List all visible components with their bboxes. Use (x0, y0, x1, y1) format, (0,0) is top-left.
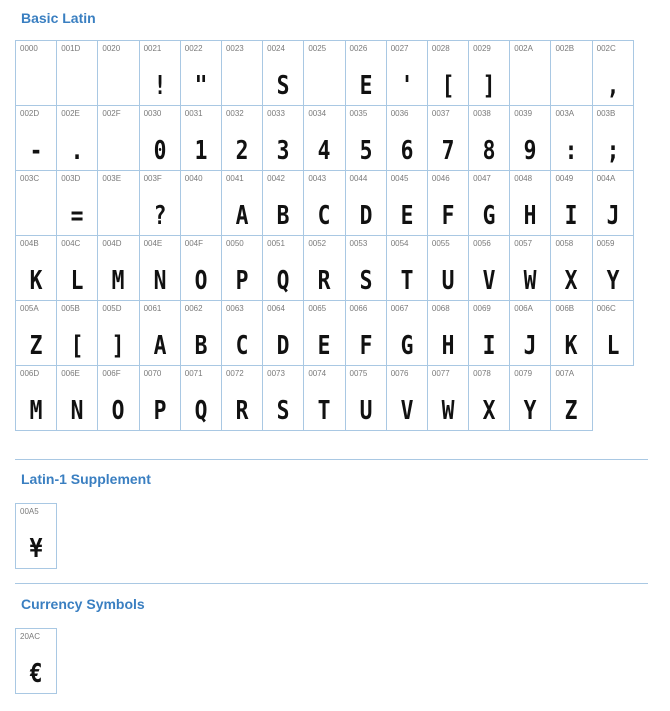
glyph-cell (221, 40, 263, 106)
codepoint-label: 00A5 (20, 507, 39, 516)
glyph-cell (303, 40, 345, 106)
codepoint-label: 004F (184, 239, 203, 248)
glyph-cell (221, 105, 263, 171)
codepoint-label: 0056 (473, 239, 491, 248)
codepoint-label: 004E (143, 239, 163, 248)
glyph-preview: € (29, 659, 43, 689)
codepoint-label: 007A (555, 369, 575, 378)
glyph-preview: S (276, 396, 290, 426)
codepoint-label: 0064 (267, 304, 285, 313)
glyph-cell (303, 365, 345, 431)
glyph-preview: L (606, 331, 620, 361)
codepoint-label: 0063 (225, 304, 244, 313)
codepoint-label: 0029 (473, 44, 491, 53)
glyph-preview: 0 (153, 136, 167, 166)
glyph-cell (468, 105, 510, 171)
codepoint-label: 0066 (349, 304, 368, 313)
glyph-cell (15, 628, 57, 694)
glyph-cell (427, 105, 469, 171)
glyph-preview: M (29, 396, 43, 426)
codepoint-label: 0054 (390, 239, 409, 248)
glyph-cell (97, 235, 139, 301)
codepoint-label: 0075 (349, 369, 368, 378)
codepoint-label: 005B (61, 304, 80, 313)
glyph-preview: [ (70, 331, 84, 361)
glyph-cell (468, 300, 510, 366)
glyph-cell (56, 300, 98, 366)
glyph-cell (509, 300, 551, 366)
glyph-cell (180, 105, 222, 171)
codepoint-label: 0033 (267, 109, 285, 118)
glyph-preview: U (441, 266, 455, 296)
codepoint-label: 0023 (225, 44, 244, 53)
glyph-cell (345, 300, 387, 366)
section-title-currency-symbols: Currency Symbols (21, 596, 145, 612)
codepoint-label: 0062 (184, 304, 203, 313)
glyph-preview: H (523, 201, 537, 231)
glyph-preview: U (359, 396, 373, 426)
glyph-cell (15, 235, 57, 301)
glyph-preview: X (482, 396, 496, 426)
codepoint-label: 0065 (308, 304, 327, 313)
codepoint-label: 002F (102, 109, 121, 118)
codepoint-label: 0069 (473, 304, 491, 313)
glyph-cell (139, 235, 181, 301)
glyph-cell (468, 235, 510, 301)
glyph-preview: ; (606, 136, 620, 166)
codepoint-label: 002C (596, 44, 616, 53)
section-title-basic-latin: Basic Latin (21, 10, 96, 26)
glyph-preview: S (276, 71, 290, 101)
codepoint-label: 0049 (555, 174, 574, 183)
codepoint-label: 0078 (473, 369, 491, 378)
glyph-cell (427, 365, 469, 431)
glyph-cell (180, 235, 222, 301)
codepoint-label: 0043 (308, 174, 327, 183)
codepoint-label: 0022 (184, 44, 203, 53)
glyph-cell (386, 170, 428, 236)
glyph-cell (15, 170, 57, 236)
glyph-preview: T (400, 266, 414, 296)
glyph-cell (15, 503, 57, 569)
section-divider (15, 583, 648, 584)
glyph-cell (550, 365, 592, 431)
codepoint-label: 0031 (184, 109, 203, 118)
codepoint-label: 0036 (390, 109, 409, 118)
glyph-cell (427, 235, 469, 301)
codepoint-label: 006D (20, 369, 40, 378)
codepoint-label: 0032 (225, 109, 244, 118)
glyph-cell (550, 105, 592, 171)
codepoint-label: 004C (61, 239, 81, 248)
codepoint-label: 0071 (184, 369, 203, 378)
glyph-preview: A (235, 201, 249, 231)
codepoint-label: 001D (61, 44, 81, 53)
codepoint-label: 006C (596, 304, 616, 313)
glyph-preview: L (70, 266, 84, 296)
glyph-cell (550, 235, 592, 301)
glyph-preview: Y (606, 266, 620, 296)
glyph-cell (345, 235, 387, 301)
glyph-preview: Z (29, 331, 43, 361)
glyph-cell (97, 40, 139, 106)
glyph-preview: H (441, 331, 455, 361)
codepoint-label: 003B (596, 109, 616, 118)
glyph-preview: S (359, 266, 373, 296)
glyph-preview: 3 (276, 136, 290, 166)
glyph-cell (550, 40, 592, 106)
codepoint-label: 0046 (431, 174, 450, 183)
glyph-cell (386, 365, 428, 431)
glyph-cell (221, 170, 263, 236)
codepoint-label: 004D (102, 239, 122, 248)
codepoint-label: 0024 (267, 44, 285, 53)
glyph-cell (345, 40, 387, 106)
glyph-preview: [ (441, 71, 455, 101)
codepoint-label: 0027 (390, 44, 409, 53)
glyph-cell (592, 300, 634, 366)
codepoint-label: 003D (61, 174, 81, 183)
glyph-preview: E (400, 201, 414, 231)
glyph-grid-basic-latin (15, 40, 655, 430)
codepoint-label: 0051 (267, 239, 285, 248)
glyph-cell (550, 170, 592, 236)
glyph-cell (303, 105, 345, 171)
glyph-preview: " (194, 71, 208, 101)
glyph-preview: T (317, 396, 331, 426)
glyph-cell (303, 235, 345, 301)
codepoint-label: 0070 (143, 369, 162, 378)
glyph-preview: A (153, 331, 167, 361)
glyph-preview: G (400, 331, 414, 361)
codepoint-label: 0076 (390, 369, 409, 378)
glyph-grid-latin-1-supplement (15, 503, 655, 568)
codepoint-label: 002D (20, 109, 40, 118)
glyph-preview: W (441, 396, 455, 426)
glyph-preview: D (276, 331, 290, 361)
glyph-cell (427, 170, 469, 236)
glyph-cell (97, 105, 139, 171)
glyph-cell (262, 105, 304, 171)
codepoint-label: 0038 (473, 109, 491, 118)
glyph-preview: F (441, 201, 455, 231)
codepoint-label: 0053 (349, 239, 368, 248)
glyph-preview: ] (482, 71, 496, 101)
glyph-cell (15, 365, 57, 431)
codepoint-label: 0030 (143, 109, 162, 118)
glyph-preview: = (70, 201, 84, 231)
glyph-preview: K (29, 266, 43, 296)
glyph-cell (468, 40, 510, 106)
glyph-cell (56, 235, 98, 301)
glyph-preview: R (235, 396, 249, 426)
glyph-cell (386, 300, 428, 366)
codepoint-label: 0039 (514, 109, 533, 118)
codepoint-label: 004B (20, 239, 39, 248)
codepoint-label: 005A (20, 304, 39, 313)
glyph-preview: M (112, 266, 125, 296)
glyph-cell (592, 170, 634, 236)
codepoint-label: 003C (20, 174, 40, 183)
glyph-preview: J (606, 201, 620, 231)
glyph-preview: . (70, 136, 84, 166)
glyph-preview: N (153, 266, 167, 296)
glyph-cell (262, 365, 304, 431)
glyph-cell (139, 365, 181, 431)
glyph-cell (386, 40, 428, 106)
glyph-cell (468, 365, 510, 431)
codepoint-label: 0077 (431, 369, 450, 378)
glyph-cell (345, 365, 387, 431)
glyph-preview: ? (153, 201, 167, 231)
glyph-preview: - (29, 136, 43, 166)
codepoint-label: 0048 (514, 174, 533, 183)
section-divider (15, 459, 648, 460)
glyph-cell (15, 40, 57, 106)
codepoint-label: 0072 (225, 369, 244, 378)
codepoint-label: 004A (596, 174, 616, 183)
codepoint-label: 0041 (225, 174, 244, 183)
glyph-preview: Y (523, 396, 537, 426)
codepoint-label: 002E (61, 109, 80, 118)
glyph-preview: 6 (400, 136, 414, 166)
codepoint-label: 0026 (349, 44, 368, 53)
codepoint-label: 0057 (514, 239, 533, 248)
glyph-preview: , (606, 71, 620, 101)
codepoint-label: 003E (102, 174, 122, 183)
glyph-cell (97, 170, 139, 236)
codepoint-label: 20AC (20, 632, 41, 641)
codepoint-label: 0073 (267, 369, 285, 378)
codepoint-label: 006A (514, 304, 533, 313)
glyph-cell (592, 105, 634, 171)
codepoint-label: 0034 (308, 109, 327, 118)
glyph-preview: R (317, 266, 331, 296)
glyph-preview: D (359, 201, 373, 231)
glyph-cell (550, 300, 592, 366)
codepoint-label: 005D (102, 304, 122, 313)
glyph-cell (139, 300, 181, 366)
codepoint-label: 0042 (267, 174, 285, 183)
glyph-grid-currency-symbols (15, 628, 655, 693)
codepoint-label: 006E (61, 369, 80, 378)
glyph-cell (180, 365, 222, 431)
codepoint-label: 0040 (184, 174, 203, 183)
glyph-cell (139, 105, 181, 171)
glyph-cell (509, 365, 551, 431)
glyph-cell (15, 105, 57, 171)
glyph-cell (386, 105, 428, 171)
codepoint-label: 0050 (225, 239, 244, 248)
glyph-preview: ] (112, 331, 125, 361)
codepoint-label: 002A (514, 44, 533, 53)
glyph-cell (509, 105, 551, 171)
glyph-cell (345, 170, 387, 236)
codepoint-label: 006F (102, 369, 121, 378)
codepoint-label: 0055 (431, 239, 450, 248)
codepoint-label: 0079 (514, 369, 533, 378)
glyph-preview: Z (565, 396, 578, 426)
glyph-cell (56, 365, 98, 431)
codepoint-label: 002B (555, 44, 575, 53)
glyph-preview: G (482, 201, 496, 231)
glyph-cell (592, 235, 634, 301)
glyph-preview: P (235, 266, 249, 296)
glyph-preview: P (153, 396, 167, 426)
codepoint-label: 0037 (431, 109, 450, 118)
glyph-preview: E (359, 71, 373, 101)
glyph-cell (221, 300, 263, 366)
section-title-latin-1-supplement: Latin-1 Supplement (21, 471, 151, 487)
glyph-preview: O (112, 396, 125, 426)
glyph-preview: O (194, 266, 208, 296)
codepoint-label: 006B (555, 304, 575, 313)
glyph-cell (468, 170, 510, 236)
glyph-preview: 4 (317, 136, 331, 166)
glyph-preview: V (400, 396, 414, 426)
codepoint-label: 0028 (431, 44, 450, 53)
glyph-cell (303, 300, 345, 366)
glyph-preview: I (482, 331, 496, 361)
glyph-preview: : (565, 136, 578, 166)
glyph-cell (262, 40, 304, 106)
glyph-cell (139, 40, 181, 106)
glyph-preview: W (523, 266, 537, 296)
glyph-preview: C (235, 331, 249, 361)
glyph-preview: ! (153, 71, 167, 101)
glyph-preview: X (565, 266, 578, 296)
glyph-cell (262, 170, 304, 236)
glyph-cell (139, 170, 181, 236)
glyph-preview: Q (276, 266, 290, 296)
glyph-preview: 5 (359, 136, 373, 166)
glyph-cell (97, 300, 139, 366)
glyph-preview: Q (194, 396, 208, 426)
glyph-preview: N (70, 396, 84, 426)
glyph-cell (509, 235, 551, 301)
glyph-preview: ' (400, 71, 414, 101)
glyph-preview: K (565, 331, 578, 361)
codepoint-label: 0047 (473, 174, 491, 183)
glyph-cell (592, 40, 634, 106)
glyph-preview: 7 (441, 136, 455, 166)
glyph-preview: ¥ (29, 534, 43, 564)
glyph-cell (56, 170, 98, 236)
glyph-cell (180, 300, 222, 366)
codepoint-label: 0074 (308, 369, 327, 378)
glyph-cell (427, 300, 469, 366)
glyph-cell (180, 170, 222, 236)
glyph-cell (56, 105, 98, 171)
codepoint-label: 0025 (308, 44, 327, 53)
codepoint-label: 0061 (143, 304, 162, 313)
glyph-cell (386, 235, 428, 301)
glyph-cell (262, 300, 304, 366)
glyph-preview: 8 (482, 136, 496, 166)
glyph-preview: B (194, 331, 208, 361)
codepoint-label: 0067 (390, 304, 409, 313)
glyph-cell (56, 40, 98, 106)
glyph-preview: F (359, 331, 373, 361)
codepoint-label: 0052 (308, 239, 327, 248)
glyph-preview: V (482, 266, 496, 296)
glyph-cell (15, 300, 57, 366)
glyph-cell (262, 235, 304, 301)
glyph-cell (221, 365, 263, 431)
glyph-preview: 1 (194, 136, 208, 166)
codepoint-label: 0044 (349, 174, 368, 183)
glyph-preview: 9 (523, 136, 537, 166)
glyph-preview: C (317, 201, 331, 231)
codepoint-label: 0021 (143, 44, 162, 53)
codepoint-label: 0058 (555, 239, 574, 248)
glyph-cell (509, 170, 551, 236)
codepoint-label: 0020 (102, 44, 121, 53)
glyph-cell (509, 40, 551, 106)
glyph-preview: 2 (235, 136, 249, 166)
codepoint-label: 003F (143, 174, 162, 183)
glyph-cell (221, 235, 263, 301)
glyph-cell (97, 365, 139, 431)
codepoint-label: 0059 (596, 239, 615, 248)
codepoint-label: 0035 (349, 109, 368, 118)
codepoint-label: 003A (555, 109, 575, 118)
glyph-cell (180, 40, 222, 106)
glyph-cell (303, 170, 345, 236)
glyph-preview: I (565, 201, 578, 231)
glyph-cell (345, 105, 387, 171)
codepoint-label: 0000 (20, 44, 38, 53)
glyph-cell (427, 40, 469, 106)
glyph-preview: B (276, 201, 290, 231)
glyph-preview: J (523, 331, 537, 361)
codepoint-label: 0068 (431, 304, 450, 313)
glyph-preview: E (317, 331, 331, 361)
codepoint-label: 0045 (390, 174, 409, 183)
